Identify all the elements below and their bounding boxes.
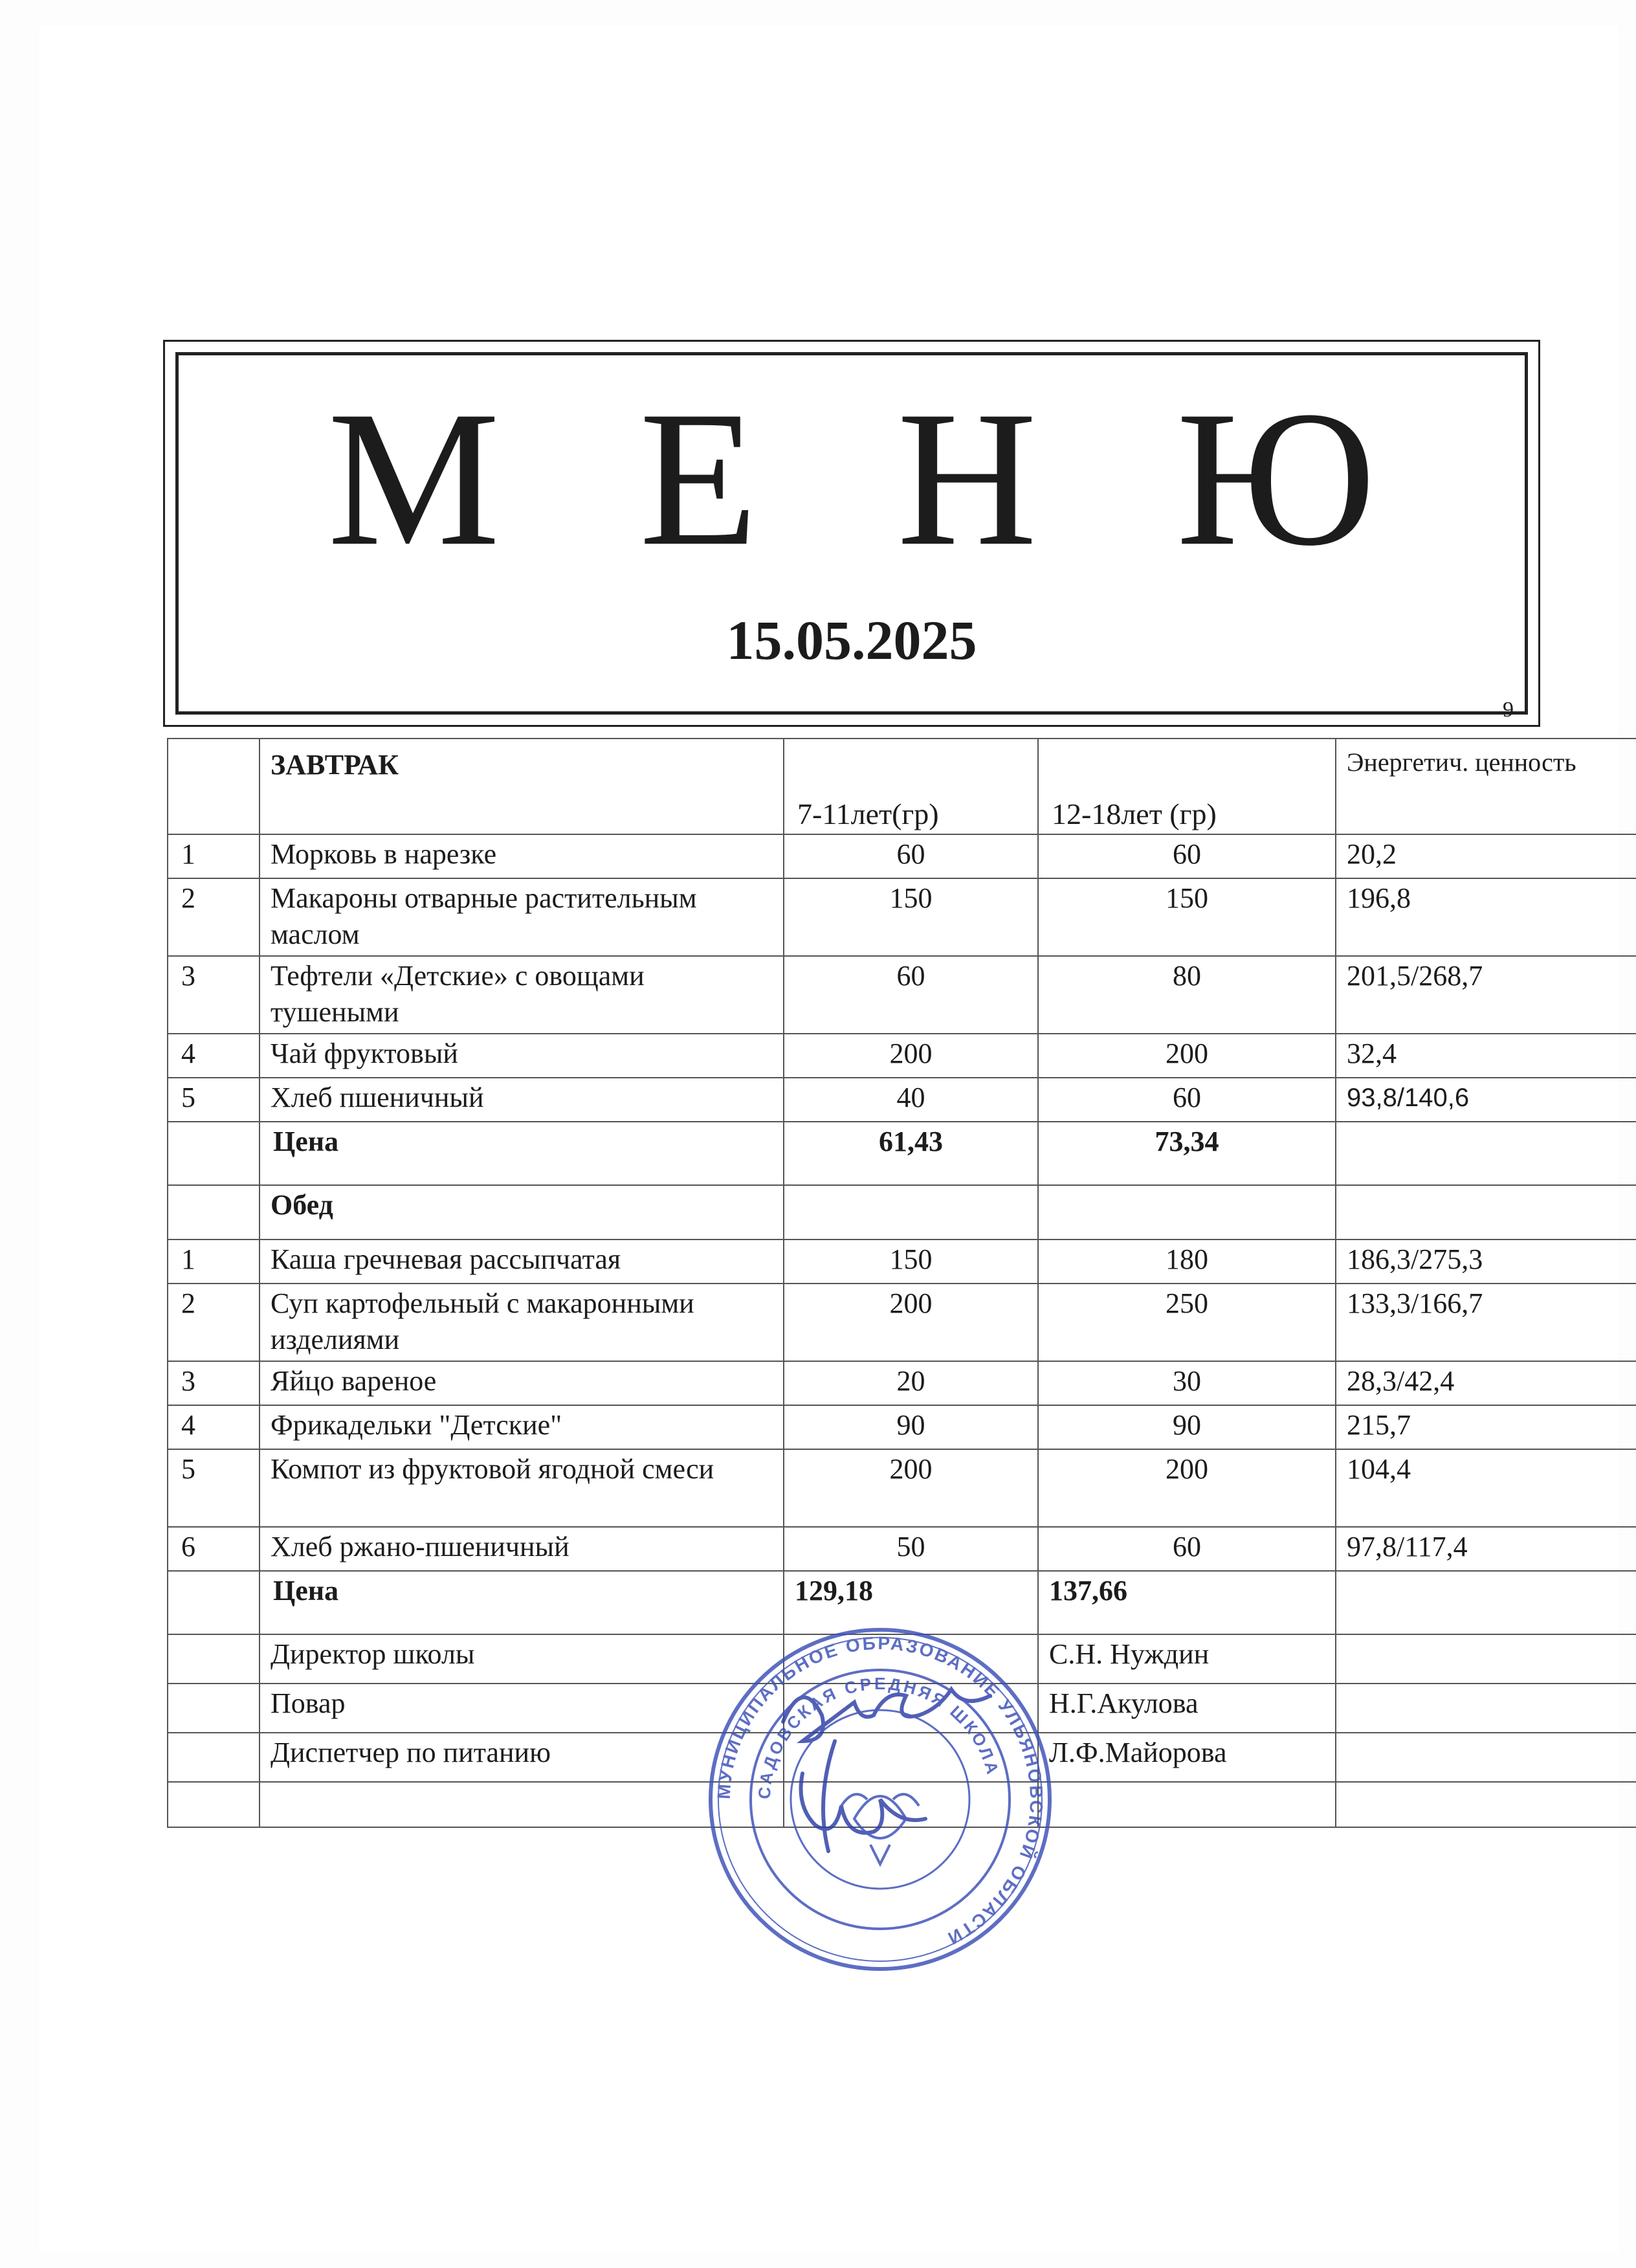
portion-7-11: 60 <box>784 834 1038 878</box>
table-row <box>168 1034 1636 1078</box>
section-breakfast-heading: ЗАВТРАК <box>260 739 784 834</box>
menu-title: М Е Н Ю <box>327 371 1421 586</box>
dish-name: Чай фруктовый <box>260 1034 784 1078</box>
column-age-12-18: 12-18лет (гр) <box>1038 739 1336 834</box>
energy-value: 97,8/117,4 <box>1336 1527 1636 1571</box>
empty-cell <box>168 1122 260 1185</box>
row-number: 1 <box>168 1240 260 1284</box>
signature-name: Н.Г.Акулова <box>1038 1684 1336 1733</box>
signature-mark-cell <box>784 1733 1038 1782</box>
table-header-row <box>168 739 1636 834</box>
price-12-18: 137,66 <box>1038 1571 1336 1634</box>
dish-name: Суп картофельный с макаронными изделиями <box>260 1284 784 1361</box>
portion-7-11: 200 <box>784 1284 1038 1361</box>
energy-value: 186,3/275,3 <box>1336 1240 1636 1284</box>
breakfast-price-row <box>168 1122 1636 1185</box>
row-number: 6 <box>168 1527 260 1571</box>
energy-value: 104,4 <box>1336 1449 1636 1527</box>
portion-12-18: 90 <box>1038 1405 1336 1449</box>
row-number: 5 <box>168 1449 260 1527</box>
row-number: 2 <box>168 878 260 956</box>
energy-value: 133,3/166,7 <box>1336 1284 1636 1361</box>
table-row <box>168 1240 1636 1284</box>
column-energy: Энергетич. ценность <box>1336 739 1636 834</box>
energy-value: 215,7 <box>1336 1405 1636 1449</box>
row-number: 5 <box>168 1078 260 1122</box>
empty-cell <box>1038 1782 1336 1827</box>
dish-name: Тефтели «Детские» с овощами тушеными <box>260 956 784 1034</box>
column-age-7-11: 7-11лет(гр) <box>784 739 1038 834</box>
portion-7-11: 150 <box>784 1240 1038 1284</box>
table-row <box>168 1527 1636 1571</box>
seal-inner-text: САДОВСКАЯ СРЕДНЯЯ ШКОЛА <box>754 1673 1004 1800</box>
portion-12-18: 180 <box>1038 1240 1336 1284</box>
energy-value: 93,8/140,6 <box>1336 1078 1636 1122</box>
table-row <box>168 878 1636 956</box>
section-lunch-heading: Обед <box>260 1185 784 1240</box>
signature-row <box>168 1684 1636 1733</box>
dish-name: Компот из фруктовой ягодной смеси <box>260 1449 784 1527</box>
energy-value: 20,2 <box>1336 834 1636 878</box>
price-label: Цена <box>260 1122 784 1185</box>
portion-12-18: 150 <box>1038 878 1336 956</box>
empty-cell <box>784 1782 1038 1827</box>
portion-7-11: 50 <box>784 1527 1038 1571</box>
row-number: 4 <box>168 1034 260 1078</box>
signature-name: Л.Ф.Майорова <box>1038 1733 1336 1782</box>
portion-12-18: 200 <box>1038 1449 1336 1527</box>
signature-role: Повар <box>260 1684 784 1733</box>
dish-name: Морковь в нарезке <box>260 834 784 878</box>
empty-row <box>168 1782 1636 1827</box>
lunch-heading-row <box>168 1185 1636 1240</box>
table-row <box>168 1405 1636 1449</box>
empty-cell <box>168 1733 260 1782</box>
row-number: 2 <box>168 1284 260 1361</box>
title-inner-frame <box>175 352 1528 715</box>
portion-12-18: 250 <box>1038 1284 1336 1361</box>
row-number: 3 <box>168 1361 260 1405</box>
dish-name: Макароны отварные растительным маслом <box>260 878 784 956</box>
dish-name: Хлеб пшеничный <box>260 1078 784 1122</box>
portion-7-11: 150 <box>784 878 1038 956</box>
empty-cell <box>1336 1634 1636 1684</box>
portion-7-11: 90 <box>784 1405 1038 1449</box>
row-number: 3 <box>168 956 260 1034</box>
header-num-cell <box>168 739 260 834</box>
dish-name: Каша гречневая рассыпчатая <box>260 1240 784 1284</box>
empty-cell <box>260 1782 784 1827</box>
signature-role: Диспетчер по питанию <box>260 1733 784 1782</box>
empty-cell <box>168 1684 260 1733</box>
portion-7-11: 200 <box>784 1034 1038 1078</box>
energy-value: 32,4 <box>1336 1034 1636 1078</box>
table-row <box>168 834 1636 878</box>
price-7-11: 61,43 <box>784 1122 1038 1185</box>
row-number: 1 <box>168 834 260 878</box>
portion-12-18: 200 <box>1038 1034 1336 1078</box>
portion-12-18: 30 <box>1038 1361 1336 1405</box>
seal-outer-text: МУНИЦИПАЛЬНОЕ ОБРАЗОВАНИЕ УЛЬЯНОВСКОЙ ОБЛАСТИ <box>713 1632 1047 1950</box>
portion-7-11: 200 <box>784 1449 1038 1527</box>
empty-cell <box>168 1185 260 1240</box>
portion-7-11: 60 <box>784 956 1038 1034</box>
signature-role: Директор школы <box>260 1634 784 1684</box>
empty-cell <box>1038 1185 1336 1240</box>
table-row <box>168 1284 1636 1361</box>
signature-mark-cell <box>784 1634 1038 1684</box>
table-row <box>168 1361 1636 1405</box>
empty-cell <box>168 1634 260 1684</box>
empty-cell <box>168 1571 260 1634</box>
table-row <box>168 1449 1636 1527</box>
empty-cell <box>1336 1122 1636 1185</box>
energy-value: 28,3/42,4 <box>1336 1361 1636 1405</box>
portion-12-18: 80 <box>1038 956 1336 1034</box>
menu-date: 15.05.2025 <box>726 609 977 671</box>
empty-cell <box>1336 1782 1636 1827</box>
portion-7-11: 40 <box>784 1078 1038 1122</box>
empty-cell <box>1336 1571 1636 1634</box>
energy-value: 196,8 <box>1336 878 1636 956</box>
empty-cell <box>1336 1684 1636 1733</box>
signature-mark-cell <box>784 1684 1038 1733</box>
page-number: 9 <box>1503 698 1514 722</box>
empty-cell <box>1336 1733 1636 1782</box>
dish-name: Яйцо вареное <box>260 1361 784 1405</box>
menu-table <box>167 738 1636 1828</box>
dish-name: Фрикадельки "Детские" <box>260 1405 784 1449</box>
signature-row <box>168 1634 1636 1684</box>
price-7-11: 129,18 <box>784 1571 1038 1634</box>
empty-cell <box>168 1782 260 1827</box>
table-row <box>168 1078 1636 1122</box>
signature-name: С.Н. Нуждин <box>1038 1634 1336 1684</box>
portion-12-18: 60 <box>1038 1527 1336 1571</box>
dish-name: Хлеб ржано-пшеничный <box>260 1527 784 1571</box>
portion-7-11: 20 <box>784 1361 1038 1405</box>
energy-value: 201,5/268,7 <box>1336 956 1636 1034</box>
portion-12-18: 60 <box>1038 1078 1336 1122</box>
title-frame <box>163 340 1540 727</box>
price-label: Цена <box>260 1571 784 1634</box>
portion-12-18: 60 <box>1038 834 1336 878</box>
row-number: 4 <box>168 1405 260 1449</box>
signature-row <box>168 1733 1636 1782</box>
empty-cell <box>1336 1185 1636 1240</box>
table-row <box>168 956 1636 1034</box>
price-12-18: 73,34 <box>1038 1122 1336 1185</box>
lunch-price-row <box>168 1571 1636 1634</box>
empty-cell <box>784 1185 1038 1240</box>
